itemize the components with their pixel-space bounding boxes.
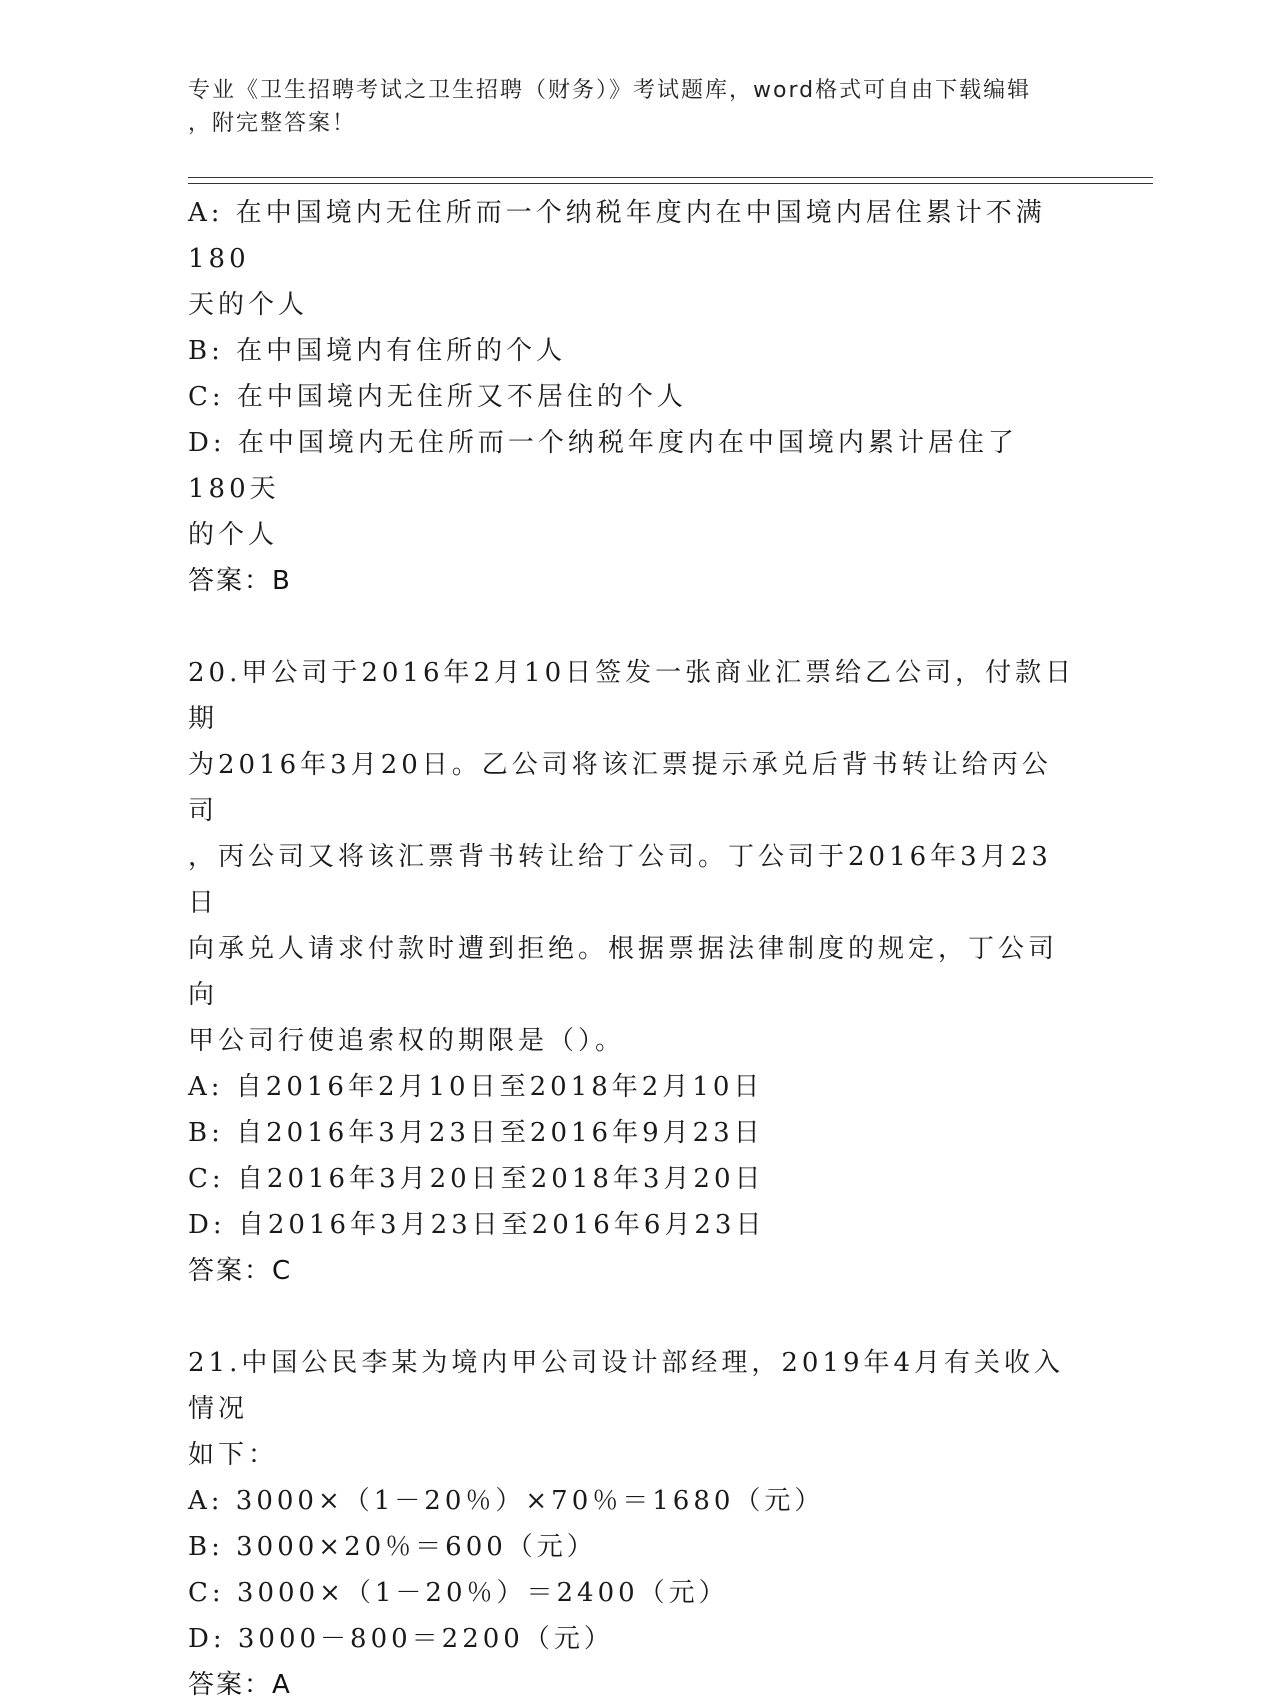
answer-21: 答案：A xyxy=(188,1670,292,1700)
spacer xyxy=(188,604,1078,650)
question-21-stem-line-1: 21.中国公民李某为境内甲公司设计部经理，2019年4月有关收入情况 xyxy=(188,1348,1065,1424)
question-20-stem-line-5: 甲公司行使追索权的期限是（）。 xyxy=(188,1026,626,1056)
header-divider-bottom xyxy=(188,183,1153,184)
option-b: B: 自2016年3月23日至2016年9月23日 xyxy=(188,1118,764,1148)
option-a: A: 3000×（1－20％）×70％＝1680（元） xyxy=(188,1486,825,1516)
answer-20: 答案：C xyxy=(188,1256,293,1286)
question-19 xyxy=(188,190,1078,604)
question-20 xyxy=(188,650,1078,1294)
question-20-stem-line-3: ，丙公司又将该汇票背书转让给丁公司。丁公司于2016年3月23日 xyxy=(188,842,1052,918)
question-20-stem-line-4: 向承兑人请求付款时遭到拒绝。根据票据法律制度的规定，丁公司向 xyxy=(188,934,1059,1010)
question-20-stem-line-1: 20.甲公司于2016年2月10日签发一张商业汇票给乙公司，付款日期 xyxy=(188,658,1076,734)
option-c: C: 在中国境内无住所又不居住的个人 xyxy=(188,382,687,412)
header-line-2: ，附完整答案！ xyxy=(188,111,357,136)
question-list xyxy=(188,190,1078,1708)
question-21-stem-line-2: 如下： xyxy=(188,1440,279,1470)
question-21 xyxy=(188,1340,1078,1708)
option-c: C: 自2016年3月20日至2018年3月20日 xyxy=(188,1164,765,1194)
option-d: D: 3000－800＝2200（元） xyxy=(188,1624,614,1654)
answer-19: 答案：B xyxy=(188,566,292,596)
option-b: B: 在中国境内有住所的个人 xyxy=(188,336,567,366)
document-header xyxy=(188,74,1068,140)
option-d: D: 自2016年3月23日至2016年6月23日 xyxy=(188,1210,766,1240)
option-c: C: 3000×（1－20％）＝2400（元） xyxy=(188,1578,729,1608)
header-line-1: 专业《卫生招聘考试之卫生招聘（财务）》考试题库，word格式可自由下载编辑 xyxy=(188,78,1032,103)
spacer xyxy=(188,1294,1078,1340)
option-a: A: 自2016年2月10日至2018年2月10日 xyxy=(188,1072,764,1102)
option-a-line-2: 天的个人 xyxy=(188,290,309,320)
option-b: B: 3000×20％＝600（元） xyxy=(188,1532,597,1562)
option-d-line-2: 的个人 xyxy=(188,520,279,550)
header-divider-top xyxy=(188,177,1153,178)
question-20-stem-line-2: 为2016年3月20日。乙公司将该汇票提示承兑后背书转让给丙公司 xyxy=(188,750,1052,826)
option-a-line-1: A: 在中国境内无住所而一个纳税年度内在中国境内居住累计不满180 xyxy=(188,198,1046,274)
option-d-line-1: D: 在中国境内无住所而一个纳税年度内在中国境内累计居住了180天 xyxy=(188,428,1018,504)
